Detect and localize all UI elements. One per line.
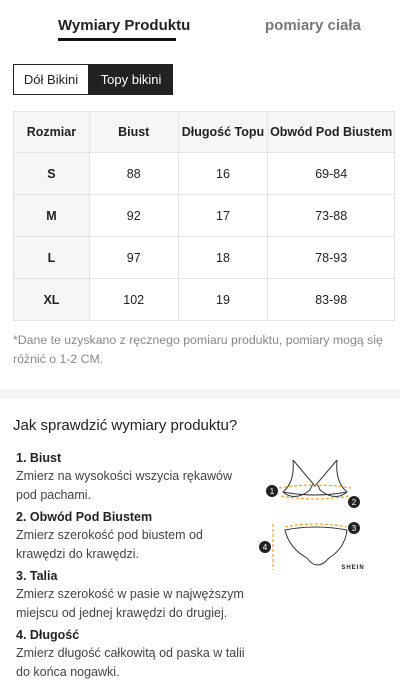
marker-2 <box>348 496 360 508</box>
size-table <box>13 111 395 321</box>
bust-cell: 102 <box>89 279 178 321</box>
step-title: 4. Długość <box>16 628 80 642</box>
bikini-bottom-button[interactable]: Dół Bikini <box>13 64 89 95</box>
top-length-cell: 18 <box>178 237 268 279</box>
tab-body-measurements[interactable]: pomiary ciała <box>265 17 361 34</box>
bikini-part-selector <box>13 64 173 95</box>
bust-cell: 97 <box>89 237 178 279</box>
measurement-note: *Dane te uzyskano z ręcznego pomiaru produktu, pomiary mogą się różnić o 1-2 CM. <box>13 333 383 366</box>
size-cell: M <box>14 195 90 237</box>
tab-product-measurements[interactable]: Wymiary Produktu <box>58 17 191 34</box>
underbust-cell: 69-84 <box>268 153 395 195</box>
step-description: Zmierz długość całkowitą od paska w talii do końca nogawki. <box>16 646 245 679</box>
section-divider <box>0 389 400 399</box>
how-to-measure-title: Jak sprawdzić wymiary produktu? <box>13 417 238 434</box>
table-row <box>14 195 395 237</box>
size-cell: S <box>14 153 90 195</box>
bust-cell: 88 <box>89 153 178 195</box>
step-title: 2. Obwód Pod Biustem <box>16 510 153 524</box>
step-title: 1. Biust <box>16 451 62 465</box>
top-length-cell: 17 <box>178 195 268 237</box>
table-header-row <box>14 112 395 153</box>
measurement-tabs <box>0 0 400 44</box>
step-description: Zmierz szerokość w pasie w najwęższym miejscu od jednej krawędzi do drugiej. <box>16 587 244 620</box>
top-length-cell: 16 <box>178 153 268 195</box>
header-size: Rozmiar <box>14 112 90 153</box>
header-top-length: Długość Topu <box>178 112 268 153</box>
table-row <box>14 153 395 195</box>
header-underbust: Obwód Pod Biustem <box>268 112 395 153</box>
active-tab-indicator <box>58 38 176 41</box>
marker-3 <box>348 522 360 534</box>
marker-3-label: 3 <box>351 524 357 533</box>
brand-logo: SHEIN <box>341 565 365 571</box>
header-bust: Biust <box>89 112 178 153</box>
bikini-measurement-illustration <box>255 452 375 582</box>
underbust-cell: 78-93 <box>268 237 395 279</box>
step-title: 3. Talia <box>16 569 58 583</box>
bust-cell: 92 <box>89 195 178 237</box>
underbust-cell: 83-98 <box>268 279 395 321</box>
bikini-top-button[interactable]: Topy bikini <box>89 64 173 95</box>
marker-1-label: 1 <box>269 487 275 496</box>
step-description: Zmierz na wysokości wszycia rękawów pod pachami. <box>16 469 233 502</box>
top-length-cell: 19 <box>178 279 268 321</box>
marker-2-label: 2 <box>351 498 357 507</box>
underbust-cell: 73-88 <box>268 195 395 237</box>
marker-4-label: 4 <box>262 543 268 552</box>
step-description: Zmierz szerokość pod biustem od krawędzi do krawędzi. <box>16 528 203 561</box>
marker-1 <box>266 485 278 497</box>
bikini-top-drawing <box>283 460 347 497</box>
table-row <box>14 237 395 279</box>
table-row <box>14 279 395 321</box>
bikini-bottom-drawing <box>285 527 347 565</box>
measurement-steps <box>16 449 246 685</box>
marker-4 <box>259 541 271 553</box>
size-cell: XL <box>14 279 90 321</box>
size-cell: L <box>14 237 90 279</box>
